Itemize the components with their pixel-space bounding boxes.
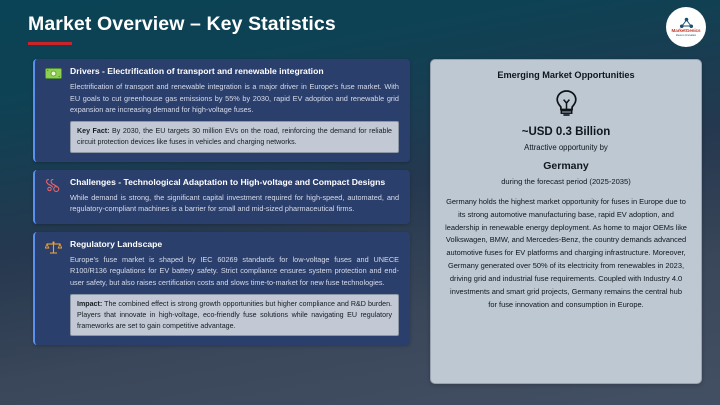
balance-scale-icon (44, 239, 63, 337)
logo-name-part1: Market (671, 28, 686, 34)
card-drivers-callout-label: Key Fact: (77, 127, 110, 136)
card-regulatory-callout-label: Impact: (77, 299, 103, 308)
card-challenges (33, 170, 410, 224)
title-underline-rule (28, 42, 72, 45)
card-challenges-body (70, 177, 399, 215)
banknote-glyph (45, 67, 62, 80)
card-regulatory-title: Regulatory Landscape (70, 238, 163, 249)
lightbulb-icon (445, 89, 687, 119)
company-logo (666, 7, 706, 47)
opportunity-description: Germany holds the highest market opportunity for fuses in Europe due to its strong automotive manufacturing base, rapid EV adoption, and leadership in renewable energy deployment. As home to major OEMs like Volkswagen, BMW, and Mercedes-Benz, the country demands advanced automotive fuses for EV platforms and charging infrastructure. Moreover, Germany generated over 50% of its electricity from renewables in 2023, driving grid and industrial fuse requirements. Coupled with Industry 4.0 investments and smart grid projects, Germany remains the central hub for fuse innovation and consumption in Europe. (445, 197, 687, 309)
stethoscope-glyph (45, 178, 62, 193)
balance-scale-glyph (45, 240, 62, 255)
card-regulatory (33, 232, 410, 346)
network-nodes-icon (679, 17, 694, 29)
card-regulatory-text: Europe’s fuse market is shaped by IEC 60269 standards for low-voltage fuses and UNECE R100/R136 regulations for EV battery safety. Strict compliance ensures system protection and end-user safety, but also raises certification costs and slows time-to-market for new fuse technologies. (70, 255, 399, 287)
page-title: Market Overview – Key Statistics (28, 13, 336, 35)
card-drivers-text: Electrification of transport and renewable integration is a major driver in Europe’s fuse market. With EU goals to cut greenhouse gas emissions by 55% by 2030, rapid EV adoption and renewable grid expansion are increasing demand for high-voltage fuses. (70, 82, 399, 114)
logo-tagline: Ideas to Innovation (675, 33, 697, 37)
opportunity-subtitle: Attractive opportunity by (524, 143, 608, 152)
card-drivers-callout (70, 121, 399, 153)
opportunity-country: Germany (543, 160, 589, 172)
card-drivers-body (70, 66, 399, 153)
card-challenges-title: Challenges - Technological Adaptation to High-voltage and Compact Designs (70, 176, 386, 187)
card-drivers-callout-text: By 2030, the EU targets 30 million EVs on the road, reinforcing the demand for reliable circuit protection devices like fuses in vehicles and charging networks. (77, 127, 392, 147)
opportunity-forecast-period: during the forecast period (2025-2035) (501, 177, 631, 186)
card-drivers-title: Drivers - Electrification of transport and renewable integration (70, 66, 324, 76)
lightbulb-glyph (554, 89, 579, 119)
banknote-icon (44, 66, 63, 153)
page-header (28, 14, 336, 45)
stethoscope-icon (44, 177, 63, 215)
logo-name-part2: Genics (685, 28, 701, 34)
insight-cards-column (33, 59, 410, 345)
opportunity-value: ~USD 0.3 Billion (521, 126, 611, 138)
panel-title: Emerging Market Opportunities (497, 70, 635, 80)
card-regulatory-callout-text: The combined effect is strong growth opportunities but higher compliance and R&D burden. Players that innovate in high-voltage, eco-friendly fuse solutions while navigating EU regulatory frameworks are set to gain competitive advantage. (77, 299, 392, 330)
card-regulatory-body (70, 239, 399, 337)
card-regulatory-callout (70, 294, 399, 336)
emerging-market-opportunities-panel (430, 59, 702, 384)
card-challenges-text: While demand is strong, the significant capital investment required for high-speed, automated, and regulatory-compliant machines is a barrier for small and mid-sized pharmaceutical firms. (70, 193, 399, 214)
card-drivers (33, 59, 410, 162)
